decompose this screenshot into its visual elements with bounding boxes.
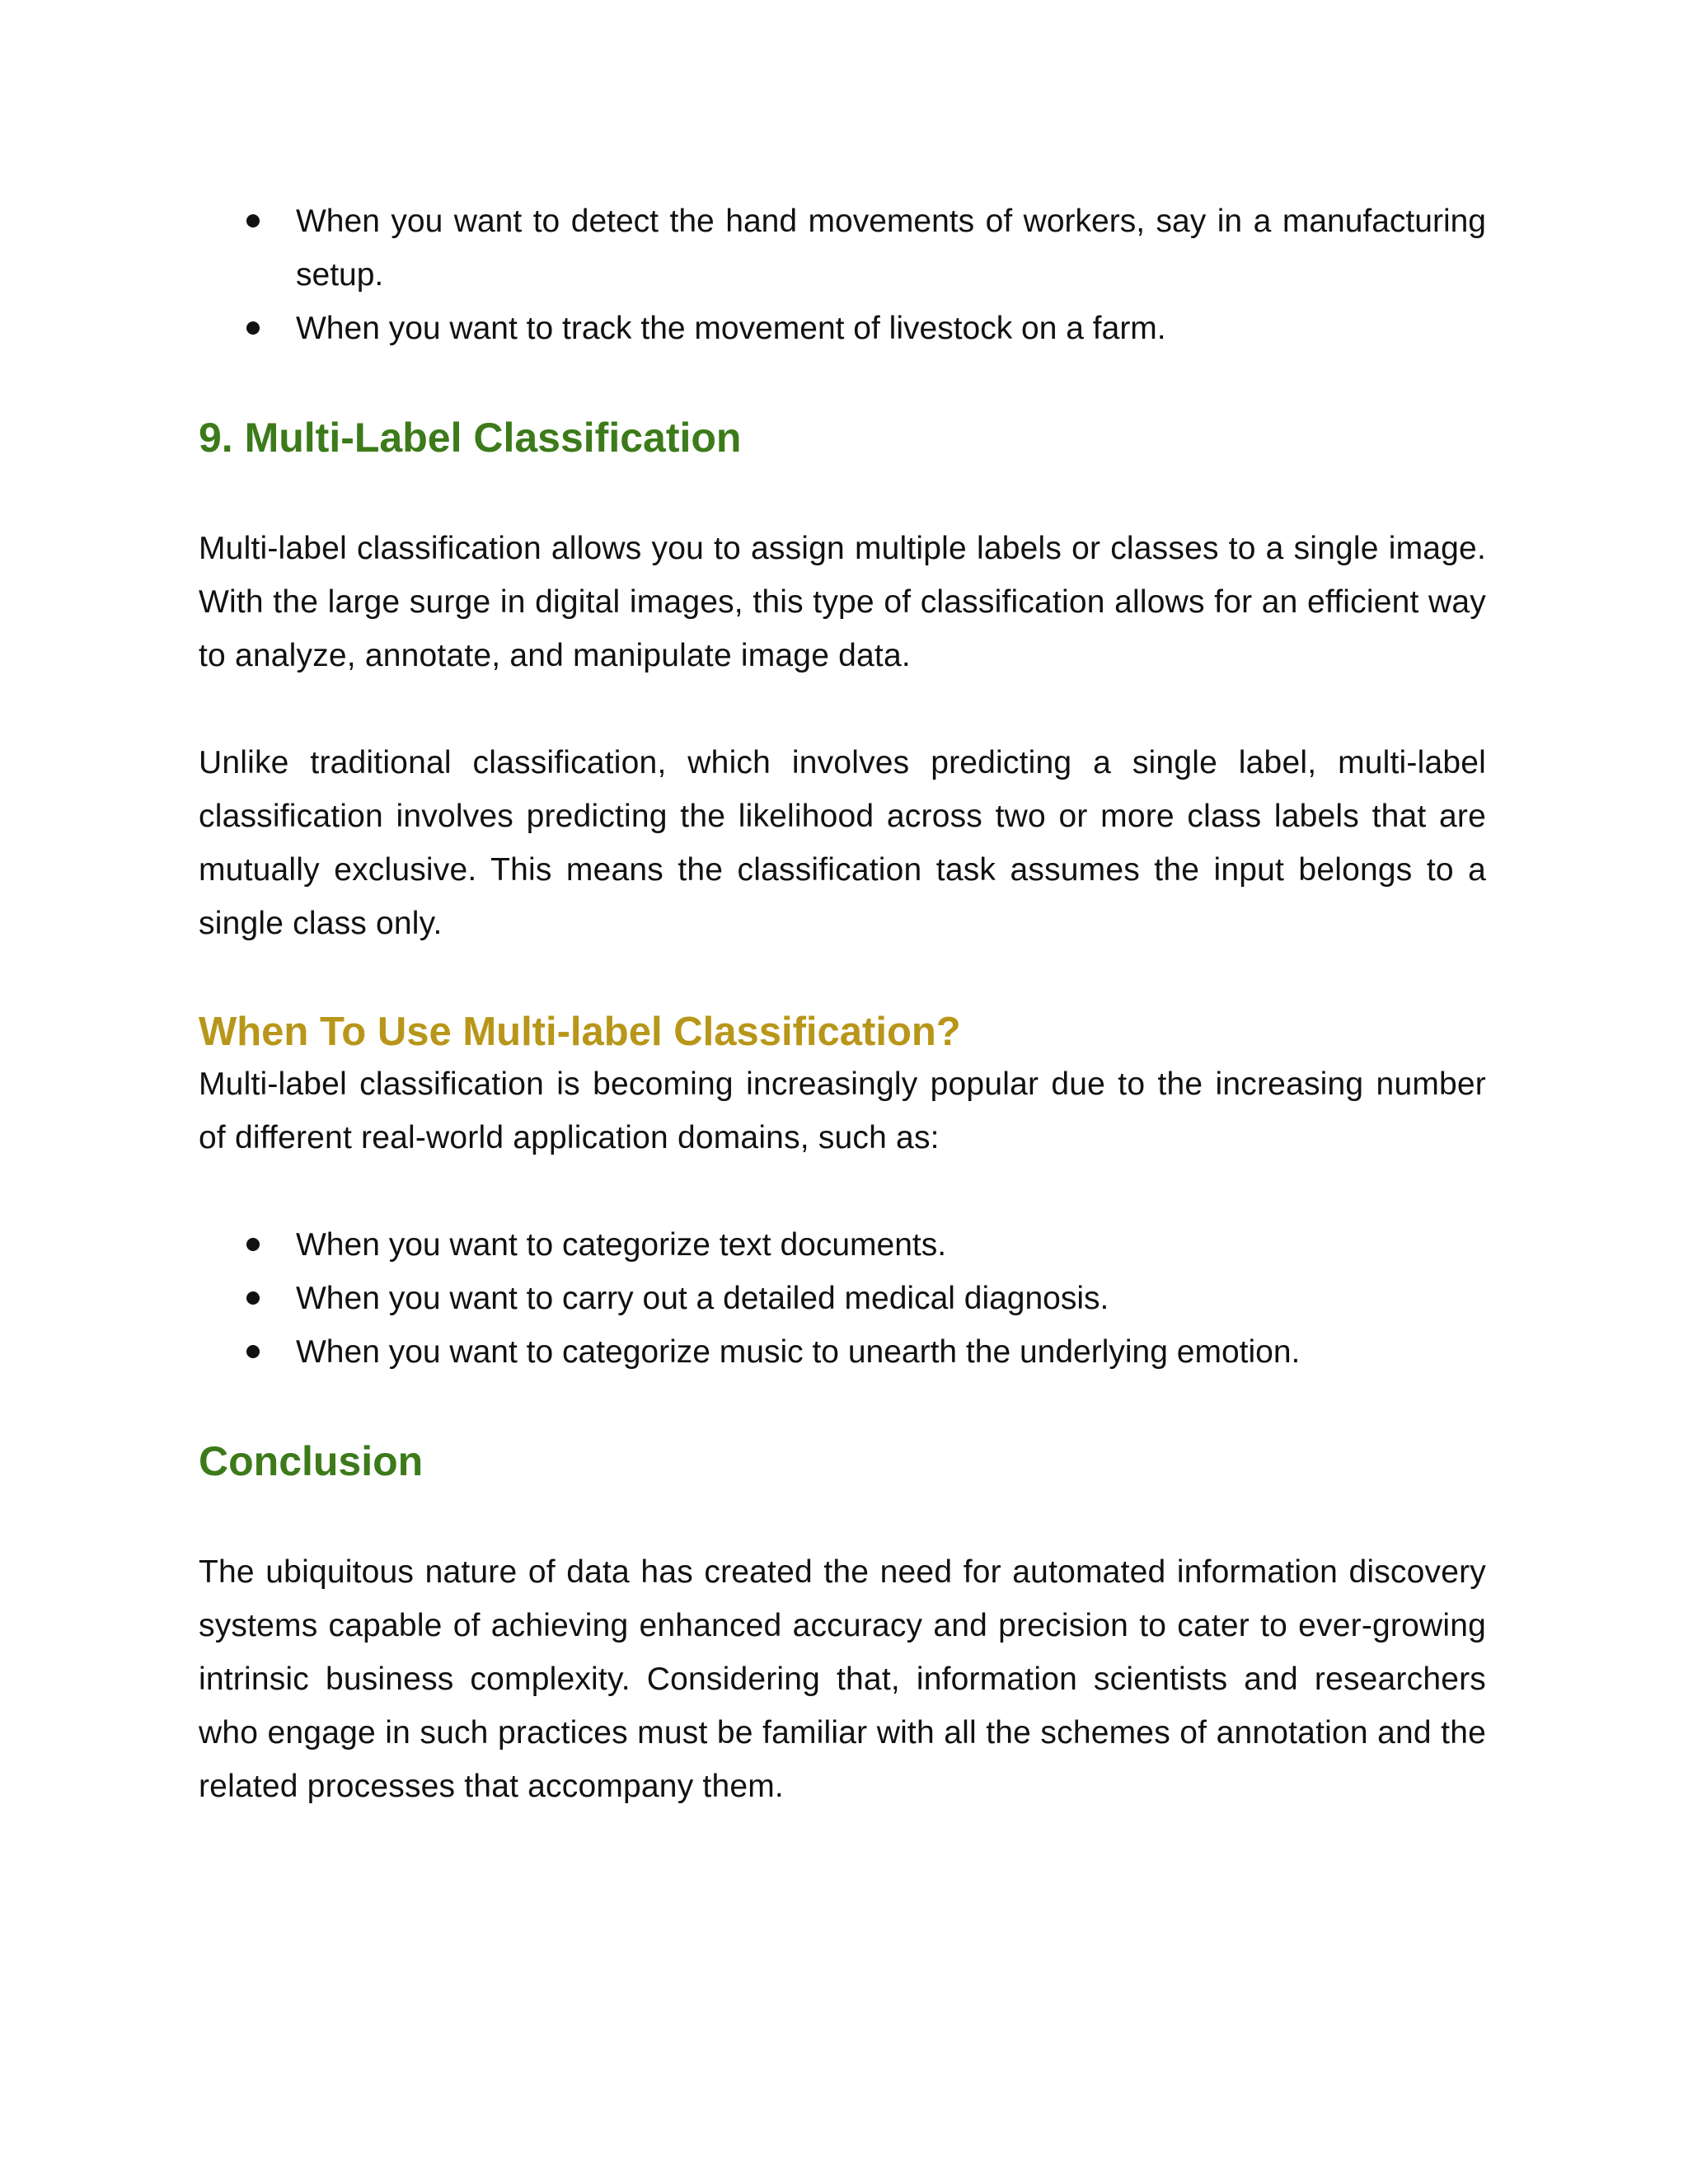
document-page (199, 194, 1486, 1813)
list-item-text: When you want to categorize music to unearth the underlying emotion. (296, 1334, 1301, 1370)
list-item-text: When you want to detect the hand movements of workers, say in a manufacturing setup. (296, 204, 1486, 293)
bullet-icon (246, 214, 260, 227)
bullet-icon (246, 1345, 260, 1358)
top-bullet-list (199, 194, 1486, 355)
bullet-icon (246, 321, 260, 335)
section-heading-multi-label: 9. Multi-Label Classification (199, 415, 742, 461)
bullet-icon (246, 1238, 260, 1251)
list-item-text: When you want to track the movement of livestock on a farm. (296, 311, 1166, 346)
section-heading-conclusion: Conclusion (199, 1438, 424, 1484)
use-case-bullet-list (199, 1218, 1486, 1379)
list-item (296, 302, 1486, 355)
paragraph-conclusion: The ubiquitous nature of data has created the need for automated information discovery systems capable of achieving enhanced accuracy and precision to cater to ever-growing intrinsic business complexity. Considering that, information scientists and researchers who engage in such practices must be familiar with all the schemes of annotation and the related processes that accompany them. (199, 1554, 1486, 1804)
list-item (296, 1325, 1486, 1379)
paragraph-multi-label-intro: Multi-label classification allows you to assign multiple labels or classes to a single image. With the large surge in digital images, this type of classification allows for an efficient way to analyze, annotate, and manipulate image data. (199, 531, 1486, 673)
list-item (296, 1272, 1486, 1325)
bullet-icon (246, 1291, 260, 1305)
paragraph-when-to-use-intro: Multi-label classification is becoming increasingly popular due to the increasing number of different real-world application domains, such as: (199, 1066, 1486, 1155)
subheading-when-to-use: When To Use Multi-label Classification? (199, 1010, 961, 1054)
paragraph-multi-label-detail: Unlike traditional classification, which involves predicting a single label, multi-label classification involves predicting the likelihood across two or more class labels that are mutually exclusive. This means the classification task assumes the input belongs to a single class only. (199, 745, 1486, 941)
list-item-text: When you want to carry out a detailed medical diagnosis. (296, 1281, 1109, 1316)
list-item (296, 194, 1486, 302)
list-item-text: When you want to categorize text documents. (296, 1227, 947, 1263)
list-item (296, 1218, 1486, 1272)
